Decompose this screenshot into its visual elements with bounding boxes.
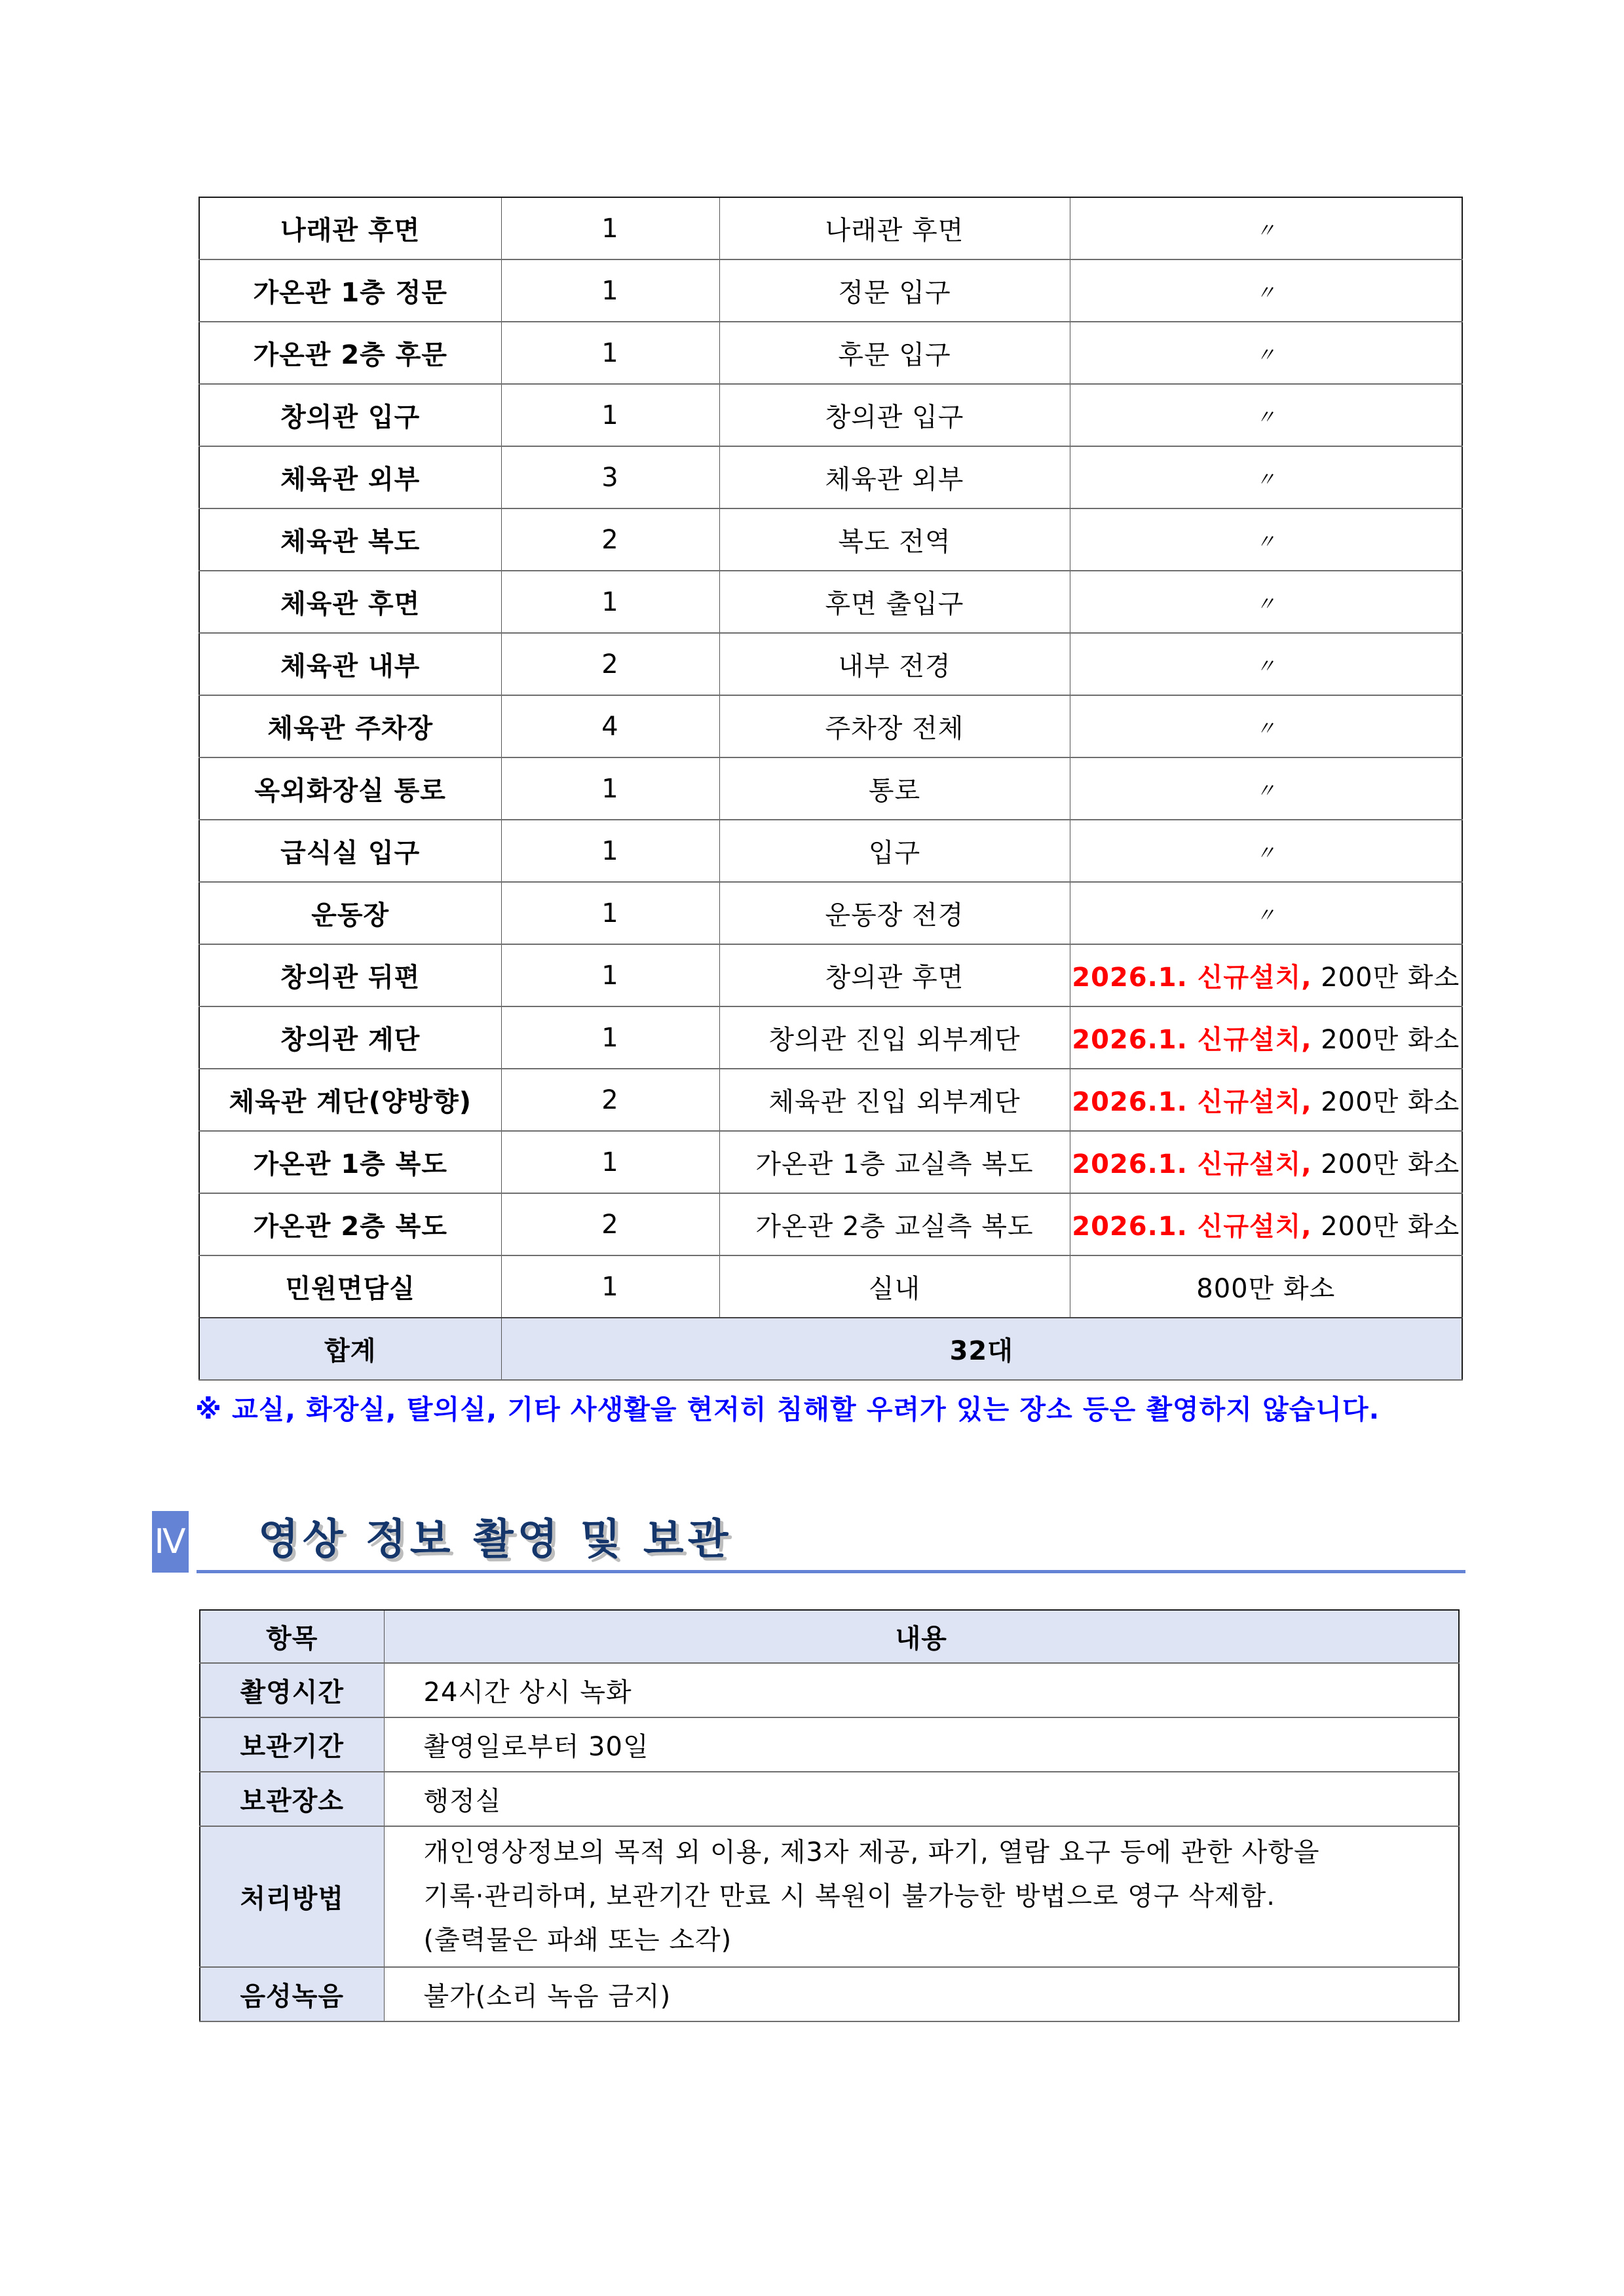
section-title: 영상 정보 촬영 및 보관 [258,1516,732,1564]
item-label: 보관장소 [200,1772,384,1826]
table-row [199,508,1462,571]
note-cell: 〃 [1070,882,1462,944]
range-cell: 창의관 후면 [719,944,1070,1006]
count-cell: 1 [501,322,719,384]
cctv-installation-table [198,197,1463,1381]
range-cell: 정문 입구 [719,259,1070,322]
resolution-label: 200만 화소 [1312,1149,1460,1179]
count-cell: 1 [501,571,719,633]
table-row [199,633,1462,695]
range-cell: 체육관 진입 외부계단 [719,1069,1070,1131]
table-row [199,259,1462,322]
note-cell: 〃 [1070,322,1462,384]
location-cell: 체육관 복도 [199,508,501,571]
location-cell: 체육관 후면 [199,571,501,633]
new-install-label: 2026.1. 신규설치, [1072,1212,1312,1242]
resolution-label: 200만 화소 [1312,1212,1460,1242]
note-cell: 〃 [1070,571,1462,633]
new-install-label: 2026.1. 신규설치, [1072,1025,1312,1055]
content-line: 기록·관리하며, 보관기간 만료 시 복원이 불가능한 방법으로 영구 삭제함. [423,1881,1275,1911]
resolution-label: 200만 화소 [1312,963,1460,993]
table-row [199,820,1462,882]
item-label: 보관기간 [200,1717,384,1772]
range-cell: 입구 [719,820,1070,882]
content-line: 개인영상정보의 목적 외 이용, 제3자 제공, 파기, 열람 요구 등에 관한 사항을 [423,1837,1320,1867]
table-row [200,1826,1459,1967]
table-row [200,1663,1459,1717]
table-row [200,1967,1459,2021]
count-cell: 4 [501,695,719,757]
item-content: 24시간 상시 녹화 [384,1663,1459,1717]
table-row [199,882,1462,944]
new-install-label: 2026.1. 신규설치, [1072,1149,1312,1179]
count-cell: 1 [501,197,719,259]
count-cell: 1 [501,1255,719,1318]
table-row [199,322,1462,384]
note-cell: 〃 [1070,508,1462,571]
range-cell: 가온관 1층 교실측 복도 [719,1131,1070,1193]
table-row [199,1006,1462,1069]
note-cell [1070,944,1462,1006]
count-cell: 3 [501,446,719,508]
table-row [199,1069,1462,1131]
note-cell [1070,1069,1462,1131]
count-cell: 1 [501,1131,719,1193]
total-value: 32대 [501,1318,1462,1380]
note-cell: 〃 [1070,384,1462,446]
count-cell: 2 [501,633,719,695]
count-cell: 2 [501,508,719,571]
range-cell: 창의관 입구 [719,384,1070,446]
content-line: (출력물은 파쇄 또는 소각) [423,1925,732,1955]
total-label: 합계 [199,1318,501,1380]
location-cell: 창의관 입구 [199,384,501,446]
note-cell [1070,1006,1462,1069]
location-cell: 창의관 계단 [199,1006,501,1069]
item-label: 음성녹음 [200,1967,384,2021]
range-cell: 주차장 전체 [719,695,1070,757]
location-cell: 창의관 뒤편 [199,944,501,1006]
note-cell: 800만 화소 [1070,1255,1462,1318]
location-cell: 가온관 2층 복도 [199,1193,501,1255]
note-cell: 〃 [1070,695,1462,757]
location-cell: 체육관 주차장 [199,695,501,757]
range-cell: 창의관 진입 외부계단 [719,1006,1070,1069]
range-cell: 내부 전경 [719,633,1070,695]
table-row [199,944,1462,1006]
header-content: 내용 [384,1610,1459,1663]
location-cell: 운동장 [199,882,501,944]
table-row [199,1255,1462,1318]
location-cell: 나래관 후면 [199,197,501,259]
range-cell: 후면 출입구 [719,571,1070,633]
table-row [199,1131,1462,1193]
note-cell: 〃 [1070,757,1462,820]
count-cell: 1 [501,1006,719,1069]
total-row [199,1318,1462,1380]
retention-table [199,1609,1460,2022]
count-cell: 1 [501,820,719,882]
table-row [199,695,1462,757]
new-install-label: 2026.1. 신규설치, [1072,963,1312,993]
note-cell: 〃 [1070,446,1462,508]
note-cell: 〃 [1070,820,1462,882]
location-cell: 체육관 외부 [199,446,501,508]
location-cell: 옥외화장실 통로 [199,757,501,820]
table-row [199,757,1462,820]
item-label: 처리방법 [200,1826,384,1967]
resolution-label: 200만 화소 [1312,1025,1460,1055]
note-cell: 〃 [1070,633,1462,695]
table-row [199,197,1462,259]
section-divider [197,1570,1465,1573]
table-row [199,1193,1462,1255]
note-cell: 〃 [1070,197,1462,259]
count-cell: 2 [501,1193,719,1255]
table-row [200,1772,1459,1826]
range-cell: 운동장 전경 [719,882,1070,944]
item-content: 불가(소리 녹음 금지) [384,1967,1459,2021]
table-row [199,384,1462,446]
new-install-label: 2026.1. 신규설치, [1072,1087,1312,1117]
note-cell: 〃 [1070,259,1462,322]
table-row [199,571,1462,633]
table-header-row [200,1610,1459,1663]
count-cell: 1 [501,944,719,1006]
count-cell: 1 [501,259,719,322]
note-cell [1070,1193,1462,1255]
item-content: 행정실 [384,1772,1459,1826]
range-cell: 후문 입구 [719,322,1070,384]
location-cell: 체육관 내부 [199,633,501,695]
range-cell: 가온관 2층 교실측 복도 [719,1193,1070,1255]
table-row [199,446,1462,508]
table-row [200,1717,1459,1772]
privacy-note: ※ 교실, 화장실, 탈의실, 기타 사생활을 현저히 침해할 우려가 있는 장소 등은 촬영하지 않습니다. [195,1394,1380,1425]
item-content: 촬영일로부터 30일 [384,1717,1459,1772]
header-item: 항목 [200,1610,384,1663]
location-cell: 가온관 1층 정문 [199,259,501,322]
count-cell: 1 [501,882,719,944]
location-cell: 급식실 입구 [199,820,501,882]
count-cell: 1 [501,757,719,820]
range-cell: 복도 전역 [719,508,1070,571]
section-number-badge: Ⅳ [152,1511,189,1573]
range-cell: 통로 [719,757,1070,820]
count-cell: 2 [501,1069,719,1131]
location-cell: 가온관 1층 복도 [199,1131,501,1193]
location-cell: 민원면담실 [199,1255,501,1318]
item-label: 촬영시간 [200,1663,384,1717]
range-cell: 실내 [719,1255,1070,1318]
item-content [384,1826,1459,1967]
range-cell: 나래관 후면 [719,197,1070,259]
resolution-label: 200만 화소 [1312,1087,1460,1117]
note-cell [1070,1131,1462,1193]
range-cell: 체육관 외부 [719,446,1070,508]
count-cell: 1 [501,384,719,446]
location-cell: 체육관 계단(양방향) [199,1069,501,1131]
location-cell: 가온관 2층 후문 [199,322,501,384]
